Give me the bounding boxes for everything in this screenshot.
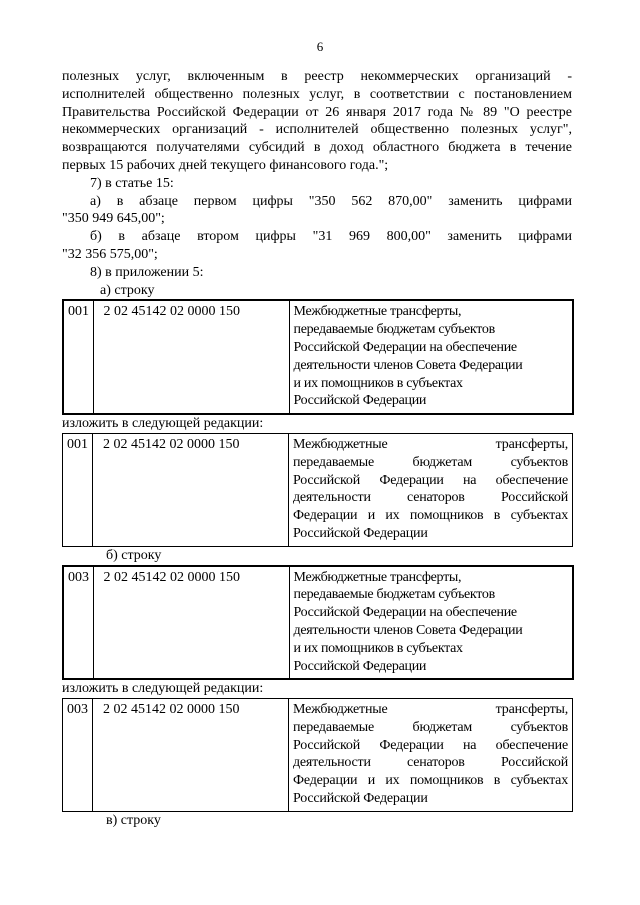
- desc-line: Федерации и их помощников в субъектах: [293, 508, 568, 524]
- redo-label: изложить в следующей редакции:: [62, 681, 264, 697]
- item-7a-line: а) в абзаце первом цифры "350 562 870,00" заменить цифрами: [90, 193, 572, 209]
- desc-line: Межбюджетные трансферты,: [293, 569, 462, 585]
- table-row: [63, 699, 573, 812]
- desc-line: деятельности сенаторов Российской: [293, 490, 568, 506]
- desc-line: и их помощников в субъектах: [293, 640, 463, 656]
- text-line: полезных услуг, включенным в реестр некоммерческих организаций -: [62, 69, 572, 84]
- budget-code: 2 02 45142 02 0000 150: [93, 699, 289, 812]
- desc-line: Межбюджетные трансферты,: [293, 436, 568, 452]
- row-description: [289, 699, 573, 812]
- item-7b-line-cont: "32 356 575,00";: [62, 246, 158, 262]
- intro-paragraph: [62, 68, 572, 175]
- item-8-title: 8) в приложении 5:: [90, 264, 204, 280]
- desc-line: деятельности сенаторов Российской: [293, 755, 568, 771]
- item-7b-line: б) в абзаце втором цифры "31 969 800,00" заменить цифрами: [90, 229, 572, 245]
- desc-line: Российской Федерации на обеспечение: [293, 472, 568, 488]
- text-line: Правительства Российской Федерации от 26 января 2017 года № 89 "О реестре: [62, 104, 572, 120]
- desc-line: Межбюджетные трансферты,: [293, 304, 462, 320]
- table-new-row-001: [62, 433, 573, 547]
- row-number: 001: [63, 300, 93, 414]
- desc-line: Межбюджетные трансферты,: [293, 702, 568, 718]
- desc-line: передаваемые бюджетам субъектов: [293, 719, 568, 735]
- row-number: 003: [63, 699, 93, 812]
- desc-line: передаваемые бюджетам субъектов: [293, 587, 495, 603]
- desc-line: Российской Федерации на обеспечение: [293, 737, 568, 753]
- text-line: первых 15 рабочих дней текущего финансового года.";: [62, 157, 389, 173]
- desc-line: передаваемые бюджетам субъектов: [293, 322, 495, 338]
- desc-line: Российской Федерации: [293, 393, 427, 409]
- page-number: 6: [316, 39, 324, 54]
- row-description: [289, 566, 573, 680]
- item-8b-label: б) строку: [106, 547, 162, 563]
- text-line: некоммерческих организаций - исполнителей общественно полезных услуг",: [62, 122, 572, 138]
- desc-line: деятельности членов Совета Федерации: [293, 622, 523, 638]
- item-8a-label: а) строку: [100, 282, 155, 298]
- table-new-row-003: [62, 698, 573, 812]
- budget-code: 2 02 45142 02 0000 150: [93, 566, 289, 680]
- desc-line: Российской Федерации на обеспечение: [293, 605, 517, 621]
- row-description: [289, 433, 573, 546]
- budget-code: 2 02 45142 02 0000 150: [93, 300, 289, 414]
- desc-line: передаваемые бюджетам субъектов: [293, 454, 568, 470]
- desc-line: Российской Федерации на обеспечение: [293, 339, 517, 355]
- redo-label: изложить в следующей редакции:: [62, 416, 264, 432]
- budget-code: 2 02 45142 02 0000 150: [93, 433, 289, 546]
- desc-line: Российской Федерации: [293, 658, 427, 674]
- document-body: [62, 68, 572, 830]
- row-number: 003: [63, 566, 93, 680]
- text-line: исполнителей общественно полезных услуг, в соответствии с постановлением: [62, 86, 572, 102]
- desc-line: деятельности членов Совета Федерации: [293, 357, 523, 373]
- table-row: [63, 566, 573, 680]
- item-7a-line-cont: "350 949 645,00";: [62, 211, 165, 227]
- table-row: [63, 433, 573, 546]
- desc-line: Российской Федерации: [293, 791, 428, 807]
- text-line: возвращаются получателями субсидий в доход областного бюджета в течение: [62, 140, 572, 156]
- desc-line: Российской Федерации: [293, 525, 428, 541]
- item-7-title: 7) в статье 15:: [90, 175, 174, 191]
- desc-line: и их помощников в субъектах: [293, 375, 463, 391]
- desc-line: Федерации и их помощников в субъектах: [293, 773, 568, 789]
- row-description: [289, 300, 573, 414]
- table-original-row-003: [62, 565, 574, 681]
- item-8c-label: в) строку: [106, 812, 161, 828]
- table-original-row-001: [62, 299, 574, 415]
- row-number: 001: [63, 433, 93, 546]
- table-row: [63, 300, 573, 414]
